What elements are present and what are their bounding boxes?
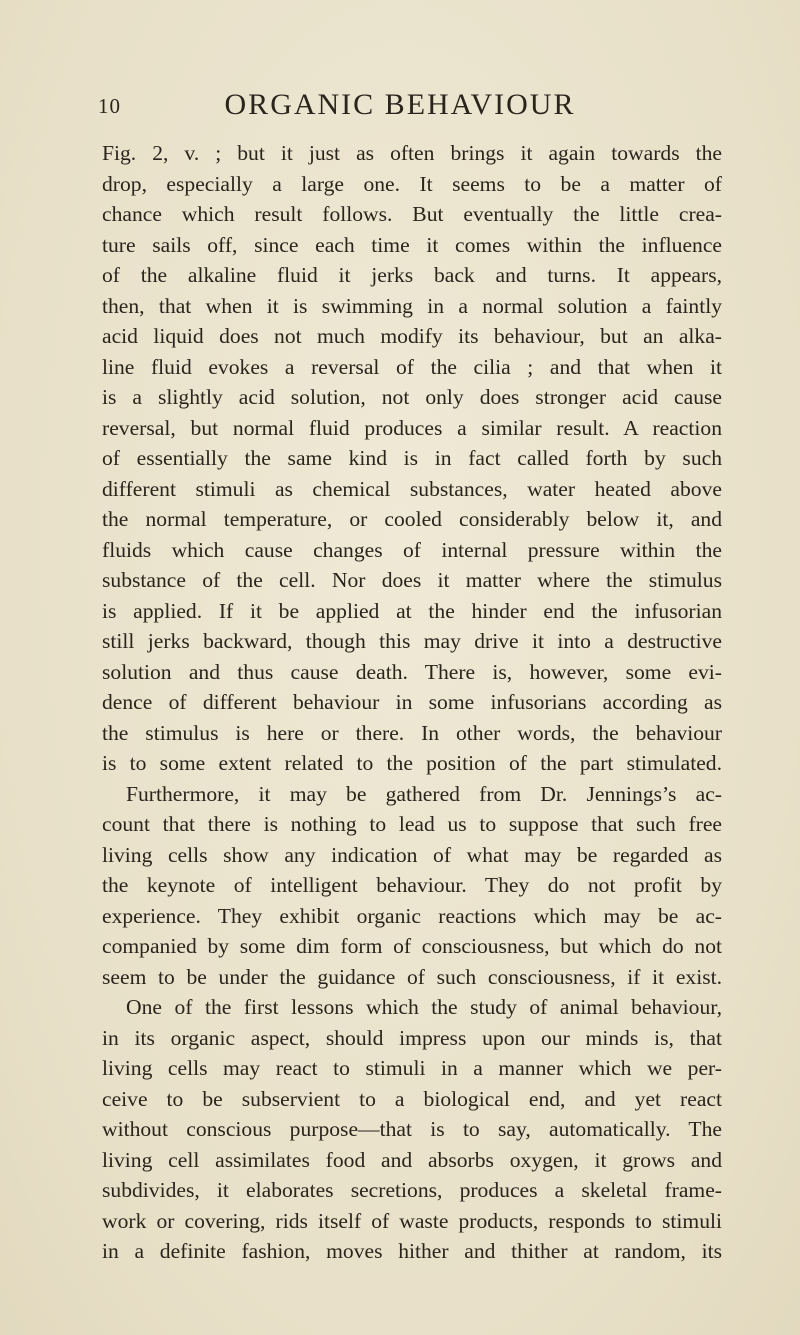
text-line: living cells show any indication of what may be regarded as: [102, 842, 722, 867]
page-number: 10: [98, 94, 121, 118]
text-line: of the alkaline fluid it jerks back and turns. It appears,: [102, 263, 722, 287]
text-line: experience. They exhibit organic reactions which may be ac-: [102, 903, 722, 928]
text-line: is to some extent related to the position of the part stimulated.: [102, 751, 722, 775]
text-line: the stimulus is here or there. In other words, the behaviour: [102, 720, 722, 745]
text-line: the keynote of intelligent behaviour. They do not profit by: [102, 873, 722, 897]
text-line: ceive to be subservient to a biological end, and yet react: [102, 1086, 722, 1111]
text-line: the normal temperature, or cooled considerably below it, and: [102, 507, 722, 531]
text-line: different stimuli as chemical substances, water heated above: [102, 476, 722, 501]
text-line: fluids which cause changes of internal pressure within the: [102, 537, 722, 562]
text-line: seem to be under the guidance of such consciousness, if it exist.: [102, 964, 722, 989]
text-line: is a slightly acid solution, not only does stronger acid cause: [102, 385, 722, 409]
text-line: companied by some dim form of consciousness, but which do not: [102, 934, 722, 958]
text-line: living cells may react to stimuli in a manner which we per-: [102, 1056, 722, 1080]
text-line: is applied. If it be applied at the hinder end the infusorian: [102, 598, 722, 623]
text-line: of essentially the same kind is in fact called forth by such: [102, 446, 722, 470]
text-line: ture sails off, since each time it comes within the influence: [102, 232, 722, 257]
text-line: then, that when it is swimming in a normal solution a faintly: [102, 293, 722, 318]
body-text: [102, 138, 722, 1267]
page-header: [0, 88, 800, 128]
text-line: still jerks backward, though this may drive it into a destructive: [102, 629, 722, 653]
text-line: work or covering, rids itself of waste products, responds to stimuli: [102, 1208, 722, 1233]
text-line: substance of the cell. Nor does it matter where the stimulus: [102, 568, 722, 592]
text-line: reversal, but normal fluid produces a similar result. A reaction: [102, 415, 722, 440]
text-line: in its organic aspect, should impress upon our minds is, that: [102, 1025, 722, 1050]
running-head: ORGANIC BEHAVIOUR: [224, 88, 576, 121]
text-line: subdivides, it elaborates secretions, produces a skeletal frame-: [102, 1178, 722, 1202]
text-line: acid liquid does not much modify its behaviour, but an alka-: [102, 324, 722, 348]
text-line: Fig. 2, v. ; but it just as often brings it again towards the: [102, 141, 722, 165]
text-line: count that there is nothing to lead us to suppose that such free: [102, 812, 722, 836]
text-line: drop, especially a large one. It seems to be a matter of: [102, 171, 722, 196]
text-line: solution and thus cause death. There is, however, some evi-: [102, 659, 722, 684]
text-line: Furthermore, it may be gathered from Dr. Jennings’s ac-: [126, 781, 722, 806]
text-line: One of the first lessons which the study of animal behaviour,: [126, 995, 722, 1019]
text-line: without conscious purpose—that is to say, automatically. The: [102, 1117, 722, 1141]
text-line: line fluid evokes a reversal of the cilia ; and that when it: [102, 354, 722, 379]
text-line: living cell assimilates food and absorbs oxygen, it grows and: [102, 1147, 722, 1172]
text-line: dence of different behaviour in some infusorians according as: [102, 690, 722, 714]
text-line: chance which result follows. But eventually the little crea-: [102, 202, 722, 226]
text-line: in a definite fashion, moves hither and thither at random, its: [102, 1239, 722, 1263]
